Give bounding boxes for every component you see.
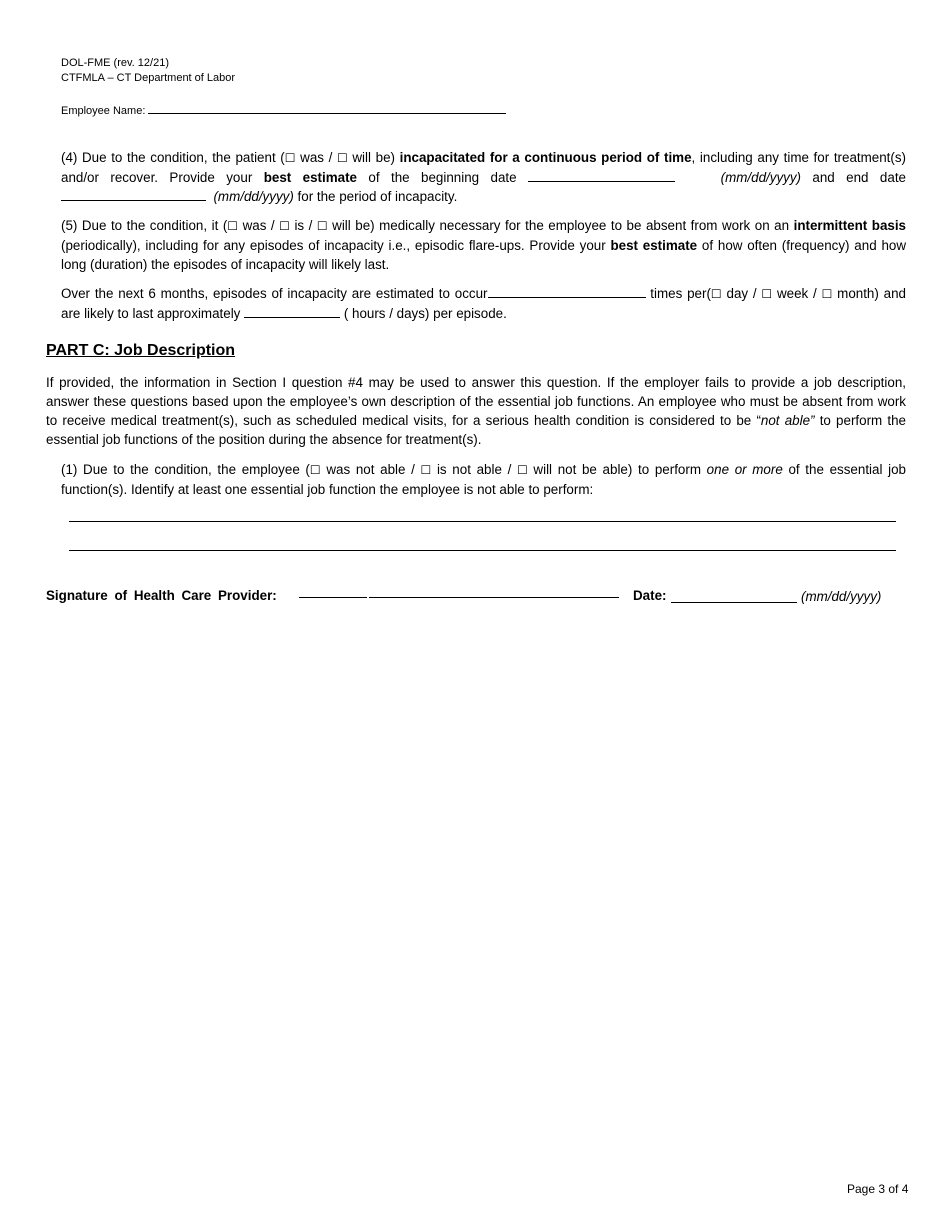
pc1-text-1: (1) Due to the condition, the employee ( xyxy=(61,462,310,477)
employee-name-label: Employee Name: xyxy=(61,105,146,117)
q5-option-was: was / xyxy=(238,218,280,233)
pc1-option-is-not-able: is not able / xyxy=(431,462,517,477)
checkbox-will-be[interactable]: ☐ xyxy=(336,151,348,165)
q5-bold-best-estimate: best estimate xyxy=(610,238,698,253)
q5b-option-week: week / xyxy=(772,286,822,301)
checkbox-was[interactable]: ☐ xyxy=(284,151,296,165)
q4-option-was: was / xyxy=(295,150,337,165)
part-c-intro-italic: not able” xyxy=(760,413,815,428)
question-4 xyxy=(61,148,906,206)
q4-bold-continuous: incapacitated for a continuous period of time xyxy=(399,150,692,165)
checkbox-month[interactable]: ☐ xyxy=(821,287,833,301)
pc1-option-was-not-able: was not able / xyxy=(320,462,421,477)
q5-option-will-be: will be) medically necessary for the employee to be absent from work on an xyxy=(327,218,794,233)
q4-text-1: (4) Due to the condition, the patient ( xyxy=(61,150,285,165)
pc1-italic: one or more xyxy=(706,462,783,477)
date-format: (mm/dd/yyyy) xyxy=(801,589,882,604)
q4-text-3: of the beginning date xyxy=(356,170,528,185)
checkbox-week[interactable]: ☐ xyxy=(761,287,773,301)
signature-field[interactable] xyxy=(369,597,619,598)
q5-text-3: of how often (frequency) and how long (duration) the episodes of incapacity will likely last. xyxy=(61,238,907,272)
q5b-option-day: day / xyxy=(721,286,762,301)
end-date-field[interactable] xyxy=(61,188,206,201)
job-function-line-1[interactable] xyxy=(69,521,896,522)
checkbox-will-be[interactable]: ☐ xyxy=(316,219,328,233)
frequency-field[interactable] xyxy=(488,285,646,298)
page-number: Page 3 of 4 xyxy=(847,1182,909,1196)
signature-label: Signature of Health Care Provider: xyxy=(46,588,277,603)
job-function-line-2[interactable] xyxy=(69,550,896,551)
q4-text-2: , including any time for treatment(s) and/or recover. Provide your xyxy=(61,150,906,185)
employee-name-field[interactable] xyxy=(148,103,506,114)
q5-text-1: (5) Due to the condition, it ( xyxy=(61,218,228,233)
question-5-frequency xyxy=(61,284,906,323)
checkbox-is[interactable]: ☐ xyxy=(279,219,290,233)
agency-name: CTFMLA – CT Department of Labor xyxy=(61,72,236,84)
q5-bold-intermittent: intermittent basis xyxy=(793,218,907,233)
form-id: DOL-FME (rev. 12/21) xyxy=(61,57,169,69)
employee-name-row xyxy=(61,103,506,119)
begin-date-format: (mm/dd/yyyy) xyxy=(720,170,801,185)
q4-option-will-be: will be) xyxy=(347,150,400,165)
checkbox-is-not-able[interactable]: ☐ xyxy=(420,463,432,477)
duration-field[interactable] xyxy=(244,305,340,318)
q5-text-2: (periodically), including for any episodes of incapacity i.e., episodic flare-ups. Provide your xyxy=(61,238,611,253)
part-c-question-1 xyxy=(61,460,906,499)
q5b-text-1: Over the next 6 months, episodes of incapacity are estimated to occur xyxy=(61,286,488,301)
begin-date-field[interactable] xyxy=(528,169,675,182)
q4-text-4: and end date xyxy=(801,170,906,185)
part-c-intro-1: If provided, the information in Section I question #4 may be used to answer this question. If the employer fails to provide a job description, answer these questions based upon the employee’s own description of the essential job functions. An employee who must be absent from work to receive medical treatment(s), such as scheduled medical visits, for a serious health condition is considered to be “ xyxy=(46,375,906,428)
checkbox-was[interactable]: ☐ xyxy=(227,219,239,233)
q5b-text-2: times per( xyxy=(645,286,711,301)
q4-text-5: for the period of incapacity. xyxy=(293,189,458,204)
checkbox-will-not-be-able[interactable]: ☐ xyxy=(516,463,528,477)
checkbox-day[interactable]: ☐ xyxy=(710,287,722,301)
signature-field-start[interactable] xyxy=(299,597,367,598)
part-c-intro xyxy=(46,373,906,449)
signature-date-field[interactable] xyxy=(671,602,797,603)
q5b-option-month: month) and are likely to last approximately xyxy=(61,286,906,321)
date-label: Date: xyxy=(633,588,667,603)
q5b-text-3: ( hours / days) per episode. xyxy=(340,306,507,321)
q4-bold-best-estimate: best estimate xyxy=(263,170,357,185)
question-5 xyxy=(61,216,906,274)
part-c-title: PART C: Job Description xyxy=(46,342,236,359)
checkbox-was-not-able[interactable]: ☐ xyxy=(309,463,321,477)
pc1-text-2: of the essential job function(s). Identify at least one essential job function the employee is not able to perform: xyxy=(61,462,906,497)
q5-option-is: is / xyxy=(289,218,317,233)
part-c-intro-2: to perform the essential job functions of the position during the absence for treatment(s). xyxy=(46,413,906,447)
end-date-format: (mm/dd/yyyy) xyxy=(213,189,294,204)
pc1-option-will-not-be-able: will not be able) to perform xyxy=(527,462,707,477)
